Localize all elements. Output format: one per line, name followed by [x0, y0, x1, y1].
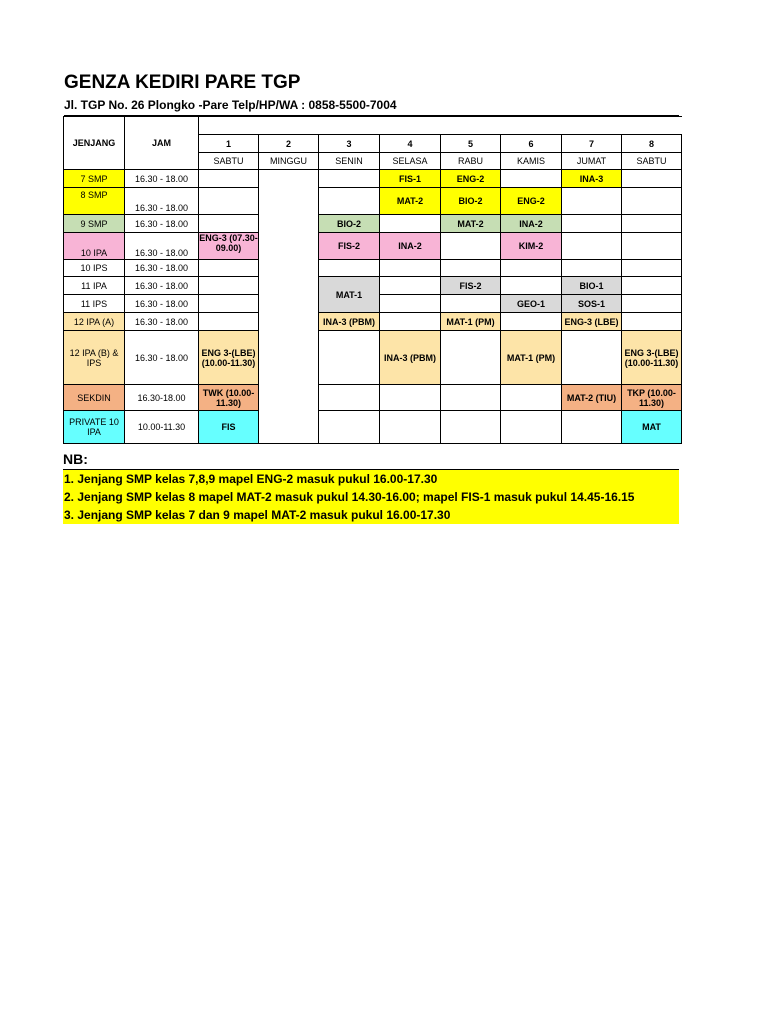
schedule-cell: [199, 295, 259, 313]
time-cell: 16.30 - 18.00: [125, 331, 199, 385]
note-line: 3. Jenjang SMP kelas 7 dan 9 mapel MAT-2 masuk pukul 16.00-17.30: [64, 508, 451, 522]
schedule-cell: INA-3: [562, 170, 622, 188]
time-cell: 16.30 - 18.00: [125, 295, 199, 313]
schedule-cell: GEO-1: [501, 295, 562, 313]
day-number: 7: [562, 135, 622, 153]
schedule-cell: [199, 188, 259, 215]
nb-label: NB:: [63, 451, 88, 467]
schedule-cell: [441, 411, 501, 444]
schedule-cell: [622, 170, 682, 188]
schedule-cell: SOS-1: [562, 295, 622, 313]
schedule-cell: [380, 411, 441, 444]
page-title: GENZA KEDIRI PARE TGP: [64, 72, 301, 93]
schedule-cell: MAT: [622, 411, 682, 444]
header-spacer: [199, 117, 682, 135]
day-number: 3: [319, 135, 380, 153]
level-cell: 10 IPS: [64, 260, 125, 277]
day-number: 8: [622, 135, 682, 153]
schedule-cell: FIS-1: [380, 170, 441, 188]
level-cell: 12 IPA (B) & IPS: [64, 331, 125, 385]
schedule-cell: [441, 385, 501, 411]
schedule-cell: [380, 260, 441, 277]
time-cell: 16.30 - 18.00: [125, 277, 199, 295]
schedule-cell: INA-2: [380, 233, 441, 260]
schedule-cell: MAT-2: [441, 215, 501, 233]
day-name: SABTU: [622, 153, 682, 170]
time-cell: 16.30 - 18.00: [125, 233, 199, 260]
level-cell: 8 SMP: [64, 188, 125, 215]
schedule-cell: [319, 170, 380, 188]
schedule-cell: BIO-2: [319, 215, 380, 233]
schedule-cell: FIS: [199, 411, 259, 444]
schedule-cell: [622, 277, 682, 295]
schedule-cell: [622, 260, 682, 277]
schedule-cell: FIS-2: [441, 277, 501, 295]
schedule-cell: FIS-2: [319, 233, 380, 260]
day-number: 4: [380, 135, 441, 153]
schedule-cell: BIO-2: [441, 188, 501, 215]
day-name: RABU: [441, 153, 501, 170]
header-jam: JAM: [125, 117, 199, 170]
time-cell: 10.00-11.30: [125, 411, 199, 444]
schedule-table: [63, 116, 682, 444]
time-cell: 16.30-18.00: [125, 385, 199, 411]
note-line: 1. Jenjang SMP kelas 7,8,9 mapel ENG-2 masuk pukul 16.00-17.30: [64, 472, 438, 486]
day-number: 6: [501, 135, 562, 153]
day-number: 2: [259, 135, 319, 153]
schedule-cell: [622, 233, 682, 260]
schedule-cell: [501, 277, 562, 295]
schedule-cell: ENG-3 (07.30-09.00): [199, 233, 259, 260]
level-cell: SEKDIN: [64, 385, 125, 411]
schedule-cell: [622, 188, 682, 215]
schedule-cell: [441, 233, 501, 260]
schedule-cell: [380, 313, 441, 331]
schedule-cell: MAT-1 (PM): [501, 331, 562, 385]
note-line: 2. Jenjang SMP kelas 8 mapel MAT-2 masuk pukul 14.30-16.00; mapel FIS-1 masuk pukul 14.45-16.15: [64, 490, 635, 504]
level-cell: 7 SMP: [64, 170, 125, 188]
schedule-cell: [319, 411, 380, 444]
level-cell: 12 IPA (A): [64, 313, 125, 331]
schedule-cell: [562, 260, 622, 277]
level-cell: 10 IPA: [64, 233, 125, 260]
schedule-cell: KIM-2: [501, 233, 562, 260]
level-cell: 9 SMP: [64, 215, 125, 233]
schedule-cell: TKP (10.00-11.30): [622, 385, 682, 411]
schedule-cell: ENG 3-(LBE) (10.00-11.30): [622, 331, 682, 385]
schedule-cell: [319, 188, 380, 215]
day-number: 1: [199, 135, 259, 153]
schedule-cell: [441, 295, 501, 313]
day-name: KAMIS: [501, 153, 562, 170]
schedule-cell: INA-3 (PBM): [380, 331, 441, 385]
schedule-cell: [501, 170, 562, 188]
schedule-cell: [622, 295, 682, 313]
schedule-cell: MAT-2: [380, 188, 441, 215]
schedule-cell: [380, 215, 441, 233]
schedule-cell: [562, 215, 622, 233]
schedule-cell: [199, 277, 259, 295]
schedule-cell: [501, 313, 562, 331]
time-cell: 16.30 - 18.00: [125, 260, 199, 277]
time-cell: 16.30 - 18.00: [125, 188, 199, 215]
level-cell: 11 IPS: [64, 295, 125, 313]
schedule-cell: [199, 260, 259, 277]
schedule-cell: BIO-1: [562, 277, 622, 295]
time-cell: 16.30 - 18.00: [125, 170, 199, 188]
schedule-cell: [199, 313, 259, 331]
schedule-cell: INA-2: [501, 215, 562, 233]
schedule-cell: [622, 215, 682, 233]
schedule-cell: [199, 215, 259, 233]
minggu-column: [259, 170, 319, 444]
schedule-cell: [380, 385, 441, 411]
schedule-cell: MAT-1 (PM): [441, 313, 501, 331]
schedule-cell: [319, 260, 380, 277]
level-cell: PRIVATE 10 IPA: [64, 411, 125, 444]
schedule-cell: [319, 385, 380, 411]
schedule-cell: [622, 313, 682, 331]
schedule-cell: [562, 331, 622, 385]
level-cell: 11 IPA: [64, 277, 125, 295]
schedule-cell: [501, 260, 562, 277]
schedule-cell: [562, 233, 622, 260]
schedule-cell-merged: MAT-1: [319, 277, 380, 313]
schedule-cell: INA-3 (PBM): [319, 313, 380, 331]
schedule-cell: [562, 188, 622, 215]
notes-block: [63, 470, 679, 524]
schedule-cell: [199, 170, 259, 188]
schedule-cell: ENG-2: [501, 188, 562, 215]
day-number: 5: [441, 135, 501, 153]
day-name: MINGGU: [259, 153, 319, 170]
time-cell: 16.30 - 18.00: [125, 215, 199, 233]
time-cell: 16.30 - 18.00: [125, 313, 199, 331]
header-jenjang: JENJANG: [64, 117, 125, 170]
schedule-cell: [501, 411, 562, 444]
schedule-cell: [441, 331, 501, 385]
address-line: Jl. TGP No. 26 Plongko -Pare Telp/HP/WA : 0858-5500-7004: [64, 98, 397, 112]
schedule-cell: [380, 295, 441, 313]
day-name: SELASA: [380, 153, 441, 170]
schedule-cell: [380, 277, 441, 295]
schedule-cell: MAT-2 (TIU): [562, 385, 622, 411]
schedule-cell: [501, 385, 562, 411]
schedule-cell: ENG 3-(LBE) (10.00-11.30): [199, 331, 259, 385]
day-name: SENIN: [319, 153, 380, 170]
schedule-cell: [562, 411, 622, 444]
schedule-cell: TWK (10.00-11.30): [199, 385, 259, 411]
day-name: JUMAT: [562, 153, 622, 170]
schedule-cell: ENG-2: [441, 170, 501, 188]
schedule-cell: ENG-3 (LBE): [562, 313, 622, 331]
day-name: SABTU: [199, 153, 259, 170]
schedule-cell: [319, 331, 380, 385]
schedule-cell: [441, 260, 501, 277]
